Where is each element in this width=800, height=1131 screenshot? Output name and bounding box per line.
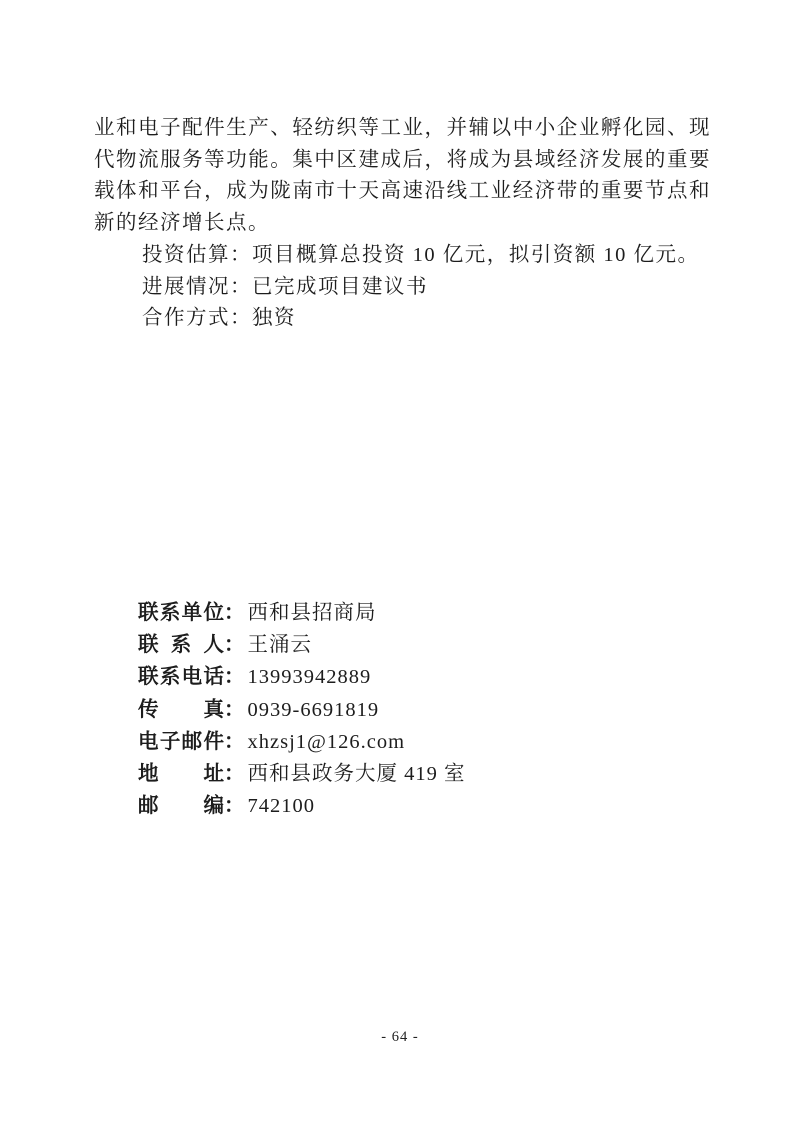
contact-colon: ： <box>224 666 245 689</box>
info-line-progress-status: 进展情况：已完成项目建议书 <box>142 275 428 298</box>
page-number: - 64 - <box>381 1029 419 1045</box>
contact-label-postcode: 邮编 <box>138 795 224 818</box>
contact-value-postcode: 742100 <box>247 795 315 818</box>
contact-colon: ： <box>224 601 245 624</box>
contact-block <box>138 597 711 822</box>
contact-value-phone: 13993942889 <box>247 666 372 689</box>
contact-colon: ： <box>224 730 245 753</box>
info-line-investment-estimate: 投资估算：项目概算总投资 10 亿元，拟引资额 10 亿元。 <box>142 243 700 266</box>
contact-label-phone: 联系电话 <box>138 666 224 689</box>
document-content <box>94 0 711 822</box>
contact-value-address: 西和县政务大厦 419 室 <box>247 762 466 785</box>
contact-row-phone <box>138 661 711 693</box>
contact-value-email: xhzsj1@126.com <box>247 730 406 753</box>
contact-row-fax <box>138 694 711 726</box>
contact-colon: ： <box>224 634 245 657</box>
info-line-cooperation-mode: 合作方式：独资 <box>142 307 296 330</box>
contact-row-unit <box>138 597 711 629</box>
contact-label-fax: 传真 <box>138 698 224 721</box>
contact-row-postcode <box>138 790 711 822</box>
contact-row-address <box>138 758 711 790</box>
contact-colon: ： <box>224 795 245 818</box>
contact-colon: ： <box>224 698 245 721</box>
contact-label-unit: 联系单位 <box>138 601 224 624</box>
contact-value-person: 王涌云 <box>247 634 312 657</box>
contact-row-email <box>138 726 711 758</box>
contact-value-unit: 西和县招商局 <box>247 601 377 624</box>
contact-label-person: 联系人 <box>138 634 224 657</box>
contact-row-person <box>138 629 711 661</box>
contact-colon: ： <box>224 762 245 785</box>
body-paragraph: 业和电子配件生产、轻纺织等工业，并辅以中小企业孵化园、现代物流服务等功能。集中区建成后，将成为县域经济发展的重要载体和平台，成为陇南市十天高速沿线工业经济带的重要节点和新的经济增长点。 <box>94 117 711 235</box>
contact-label-address: 地址 <box>138 762 224 785</box>
contact-value-fax: 0939-6691819 <box>247 698 380 721</box>
contact-label-email: 电子邮件 <box>138 730 224 753</box>
